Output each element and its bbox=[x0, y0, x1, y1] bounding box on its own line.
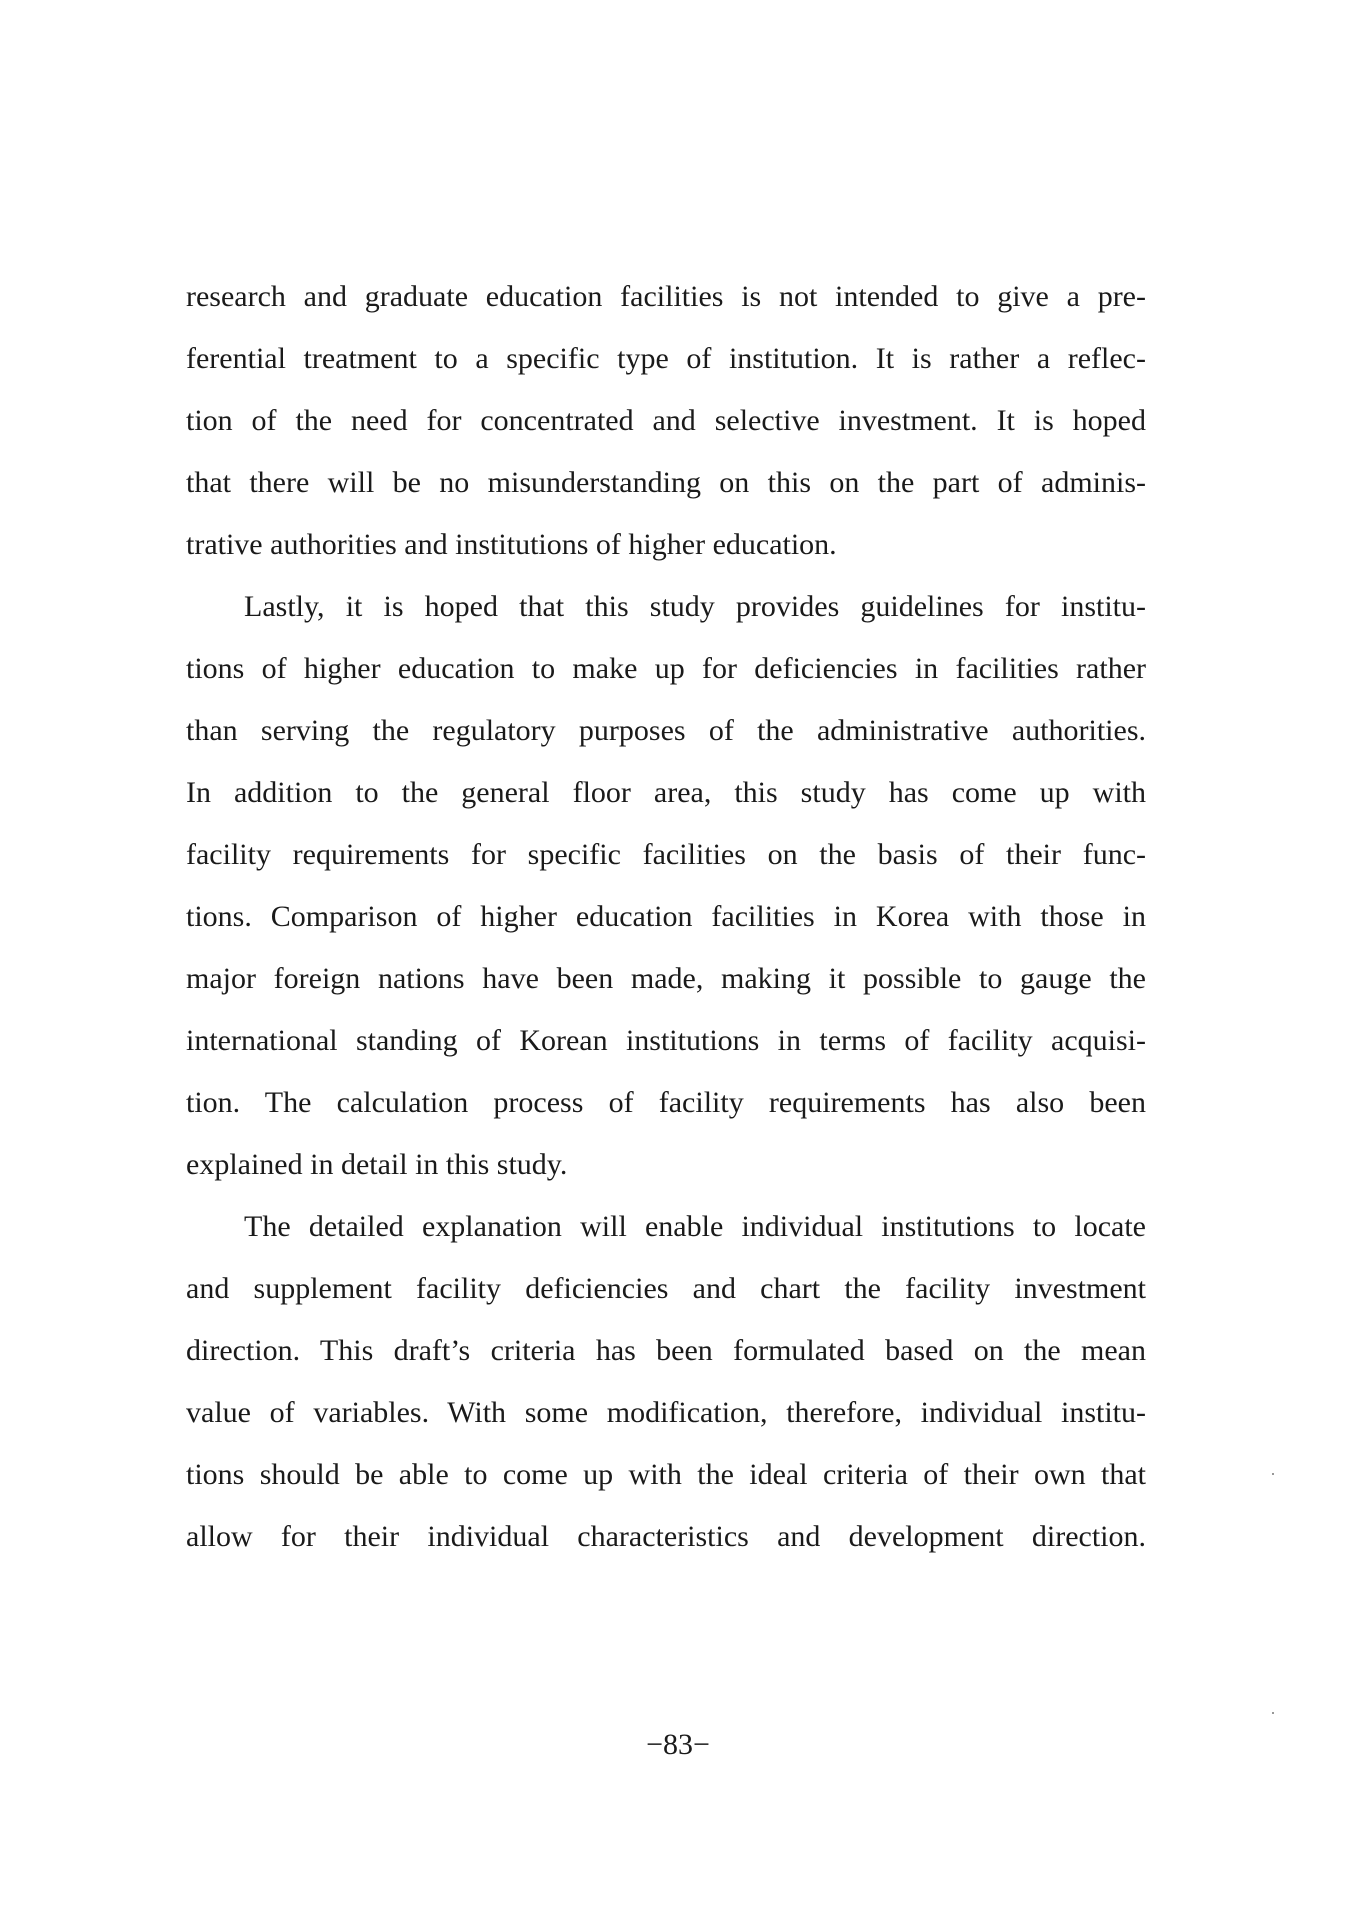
body-text bbox=[186, 266, 1146, 1568]
paragraph-2-line-6: tions. Comparison of higher education facilities in Korea with those in bbox=[186, 900, 1146, 933]
paragraph-3-line-3: direction. This draft’s criteria has been formulated based on the mean bbox=[186, 1334, 1146, 1367]
paragraph-2-line-10: explained in detail in this study. bbox=[186, 1148, 568, 1181]
paragraph-3-line-4: value of variables. With some modification, therefore, individual institu- bbox=[186, 1396, 1146, 1429]
paragraph-2-line-9: tion. The calculation process of facility requirements has also been bbox=[186, 1086, 1146, 1119]
paragraph-1-line-1: research and graduate education facilities is not intended to give a pre- bbox=[186, 280, 1146, 313]
paragraph-3-line-6: allow for their individual characteristics and development direction. bbox=[186, 1520, 1146, 1553]
paragraph-2-line-5: facility requirements for specific facilities on the basis of their func- bbox=[186, 838, 1146, 871]
paragraph-1-line-3: tion of the need for concentrated and selective investment. It is hoped bbox=[186, 404, 1146, 437]
paragraph-3-line-1: The detailed explanation will enable individual institutions to locate bbox=[244, 1210, 1146, 1243]
paragraph-3-line-2: and supplement facility deficiencies and chart the facility investment bbox=[186, 1272, 1146, 1305]
scan-speck bbox=[1272, 1473, 1274, 1475]
scan-speck bbox=[1272, 1712, 1274, 1714]
page-number: −83− bbox=[646, 1728, 710, 1761]
paragraph-2-line-3: than serving the regulatory purposes of the administrative authorities. bbox=[186, 714, 1146, 747]
paragraph-2-line-4: In addition to the general floor area, this study has come up with bbox=[186, 776, 1146, 809]
paragraph-1-line-2: ferential treatment to a specific type of institution. It is rather a reflec- bbox=[186, 342, 1146, 375]
paragraph-2-line-7: major foreign nations have been made, making it possible to gauge the bbox=[186, 962, 1146, 995]
paragraph-2-line-8: international standing of Korean institutions in terms of facility acquisi- bbox=[186, 1024, 1146, 1057]
paragraph-2-line-1: Lastly, it is hoped that this study provides guidelines for institu- bbox=[244, 590, 1146, 623]
paragraph-2-line-2: tions of higher education to make up for deficiencies in facilities rather bbox=[186, 652, 1146, 685]
paragraph-1-line-4: that there will be no misunderstanding on this on the part of adminis- bbox=[186, 466, 1146, 499]
paragraph-1-line-5: trative authorities and institutions of higher education. bbox=[186, 528, 837, 561]
paragraph-3-line-5: tions should be able to come up with the ideal criteria of their own that bbox=[186, 1458, 1146, 1491]
